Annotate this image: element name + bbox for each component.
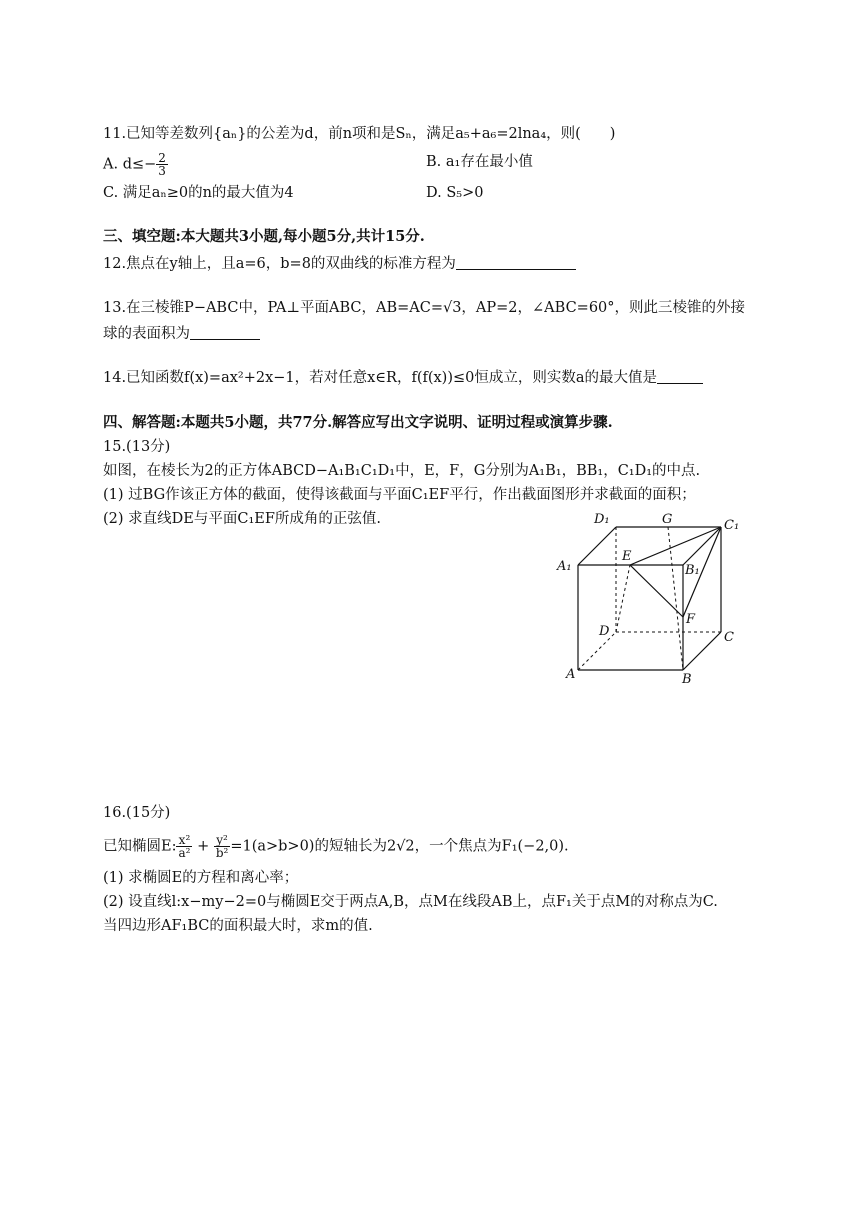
label-e: E	[622, 549, 632, 564]
label-f: F	[686, 612, 696, 627]
plus-sign: +	[197, 838, 210, 855]
fraction-two-thirds	[156, 152, 168, 177]
segment-d-e-hidden	[616, 565, 630, 632]
q11-option-a	[103, 152, 168, 177]
label-b: B	[682, 672, 692, 687]
q13-line1: 13.在三棱锥P−ABC中，PA⊥平面ABC，AB=AC=√3，AP=2，∠ABC=60°，则此三棱锥的外接	[103, 300, 746, 316]
q15-part2: (2) 求直线DE与平面C₁EF所成角的正弦值.	[103, 511, 382, 527]
label-a: A	[566, 667, 576, 682]
cube-figure	[540, 500, 760, 700]
label-c: C	[724, 630, 734, 645]
q16-stem	[103, 834, 569, 859]
answer-blank	[657, 369, 703, 384]
edge-b-c	[683, 632, 721, 670]
q15-part1: (1) 过BG作该正方体的截面，使得该截面与平面C₁EF平行，作出截面图形并求截面的面积；	[103, 487, 696, 503]
q13-text: 球的表面积为	[103, 326, 190, 342]
fraction-x2-a2	[176, 834, 192, 859]
section-3-heading: 三、填空题:本大题共3小题,每小题5分,共计15分.	[103, 228, 425, 245]
q16-part2: (2) 设直线l:x−my−2=0与椭圆E交于两点A,B，点M在线段AB上，点F₁关于点M的对称点为C.	[103, 894, 718, 910]
label-g: G	[662, 512, 673, 527]
label-a1: A₁	[557, 559, 572, 574]
q16-stem-suffix: =1(a>b>0)的短轴长为2√2，一个焦点为F₁(−2,0).	[230, 838, 569, 855]
fraction-denominator: 3	[158, 164, 166, 178]
segment-e-f	[630, 565, 683, 617]
answer-blank	[190, 325, 260, 340]
q11-option-c: C. 满足aₙ≥0的n的最大值为4	[103, 185, 294, 201]
label-d1: D₁	[594, 512, 610, 527]
q11-option-d: D. S₅>0	[426, 185, 484, 201]
q16-part1: (1) 求椭圆E的方程和离心率；	[103, 870, 299, 886]
label-c1: C₁	[724, 518, 740, 533]
q15-stem: 如图，在棱长为2的正方体ABCD−A₁B₁C₁D₁中，E，F，G分别为A₁B₁，BB₁，C₁D₁的中点.	[103, 463, 701, 479]
fraction-denominator: a²	[178, 846, 191, 860]
q16-part3: 当四边形AF₁BC的面积最大时，求m的值.	[103, 918, 373, 934]
q11-option-a-prefix: A. d≤−	[103, 156, 157, 173]
answer-blank	[456, 255, 576, 270]
edge-a1-d1	[578, 527, 616, 565]
section-4-heading: 四、解答题:本题共5小题，共77分.解答应写出文字说明、证明过程或演算步骤.	[103, 414, 613, 431]
edge-b1-c1	[683, 527, 721, 565]
q11-option-b: B. a₁存在最小值	[426, 154, 533, 170]
fraction-numerator: y²	[216, 833, 228, 847]
q16-score: 16.(15分)	[103, 805, 171, 821]
fraction-denominator: b²	[215, 846, 229, 860]
label-b1: B₁	[685, 563, 700, 578]
q11-stem: 11.已知等差数列{aₙ}的公差为d，前n项和是Sₙ，满足a₅+a₆=2lna₄，则( )	[103, 126, 616, 142]
label-d: D	[599, 624, 610, 639]
q12-text: 12.焦点在y轴上，且a=6，b=8的双曲线的标准方程为	[103, 256, 456, 272]
q15-score: 15.(13分)	[103, 439, 171, 455]
q13-line2	[103, 324, 260, 344]
q16-stem-prefix: 已知椭圆E:	[103, 838, 177, 855]
fraction-numerator: x²	[178, 833, 191, 847]
fraction-numerator: 2	[158, 151, 166, 165]
fraction-y2-b2	[214, 834, 231, 859]
q12-line	[103, 254, 576, 274]
q14-line	[103, 368, 703, 388]
edge-a-d-hidden	[578, 632, 616, 670]
q14-text: 14.已知函数f(x)=ax²+2x−1，若对任意x∈R，f(f(x))≤0恒成立，则实数a的最大值是	[103, 370, 658, 386]
